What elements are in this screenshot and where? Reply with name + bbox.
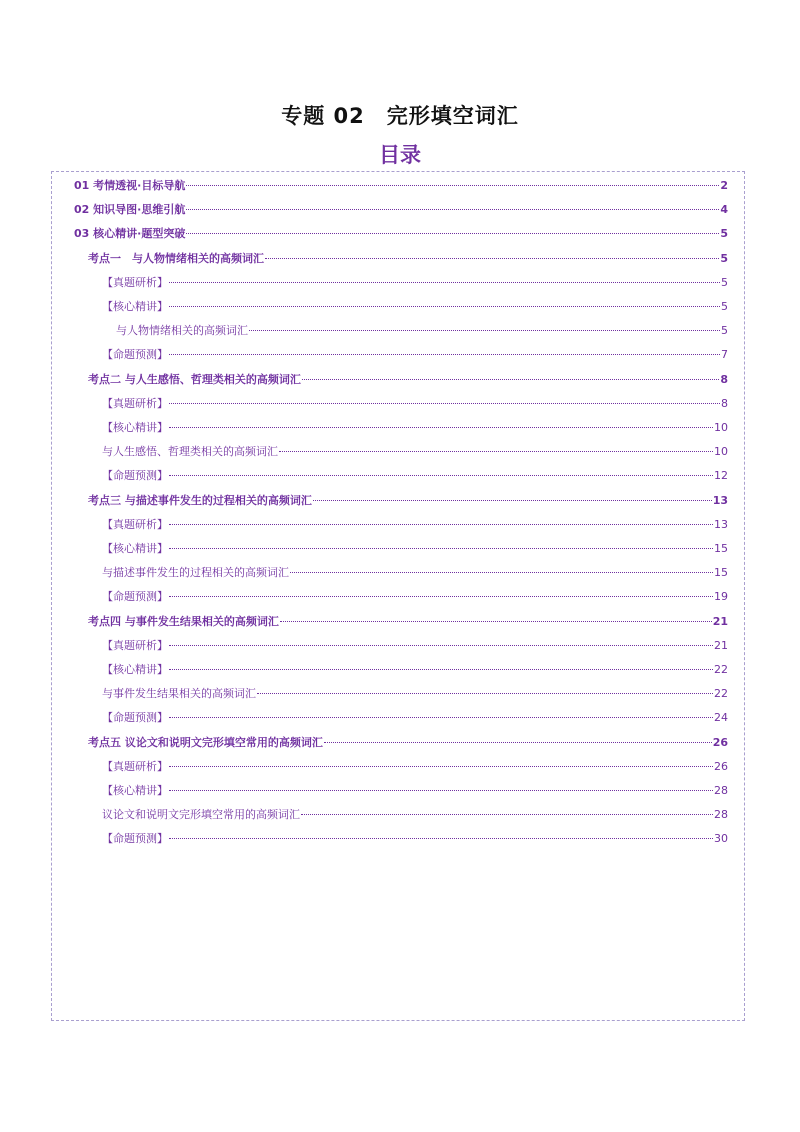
toc-entry[interactable] <box>74 225 728 243</box>
toc-entry-label: 【真题研析】 <box>102 517 168 531</box>
toc-entry-label: 考点三 与描述事件发生的过程相关的高频词汇 <box>88 493 312 507</box>
toc-dot-leader <box>290 572 713 573</box>
toc-dot-leader <box>169 717 713 718</box>
toc-entry[interactable] <box>102 830 728 848</box>
toc-entry-label: 考点四 与事件发生结果相关的高频词汇 <box>88 614 279 628</box>
toc-entry-label: 【命题预测】 <box>102 832 168 846</box>
toc-entry[interactable] <box>102 467 728 485</box>
toc-dot-leader <box>301 814 713 815</box>
toc-entry-label: 【核心精讲】 <box>102 421 168 434</box>
toc-dot-leader <box>186 185 719 186</box>
toc-entry[interactable] <box>88 613 728 631</box>
toc-entry-page: 5 <box>721 275 728 289</box>
toc-entry[interactable] <box>102 419 728 437</box>
toc-dot-leader <box>324 742 712 743</box>
toc-dot-leader <box>257 693 713 694</box>
toc-dot-leader <box>280 621 712 622</box>
toc-dot-leader <box>169 645 713 646</box>
toc-dot-leader <box>169 766 713 767</box>
toc-entry-label: 与人生感悟、哲理类相关的高频词汇 <box>102 445 278 459</box>
toc-entry-label: 【命题预测】 <box>102 711 168 725</box>
toc-entry[interactable] <box>102 782 728 800</box>
toc-entry[interactable] <box>102 443 728 461</box>
toc-entry-page: 8 <box>721 396 728 410</box>
toc-entry-page: 7 <box>721 348 728 362</box>
toc-entry[interactable] <box>102 346 728 364</box>
toc-entry-page: 13 <box>712 493 728 507</box>
toc-entry-page: 5 <box>721 324 728 338</box>
toc-entry-label: 01 考情透视·目标导航 <box>74 179 186 192</box>
toc-entry-page: 24 <box>714 711 728 725</box>
toc-entry[interactable] <box>116 322 728 340</box>
toc-entry-page: 10 <box>714 421 728 434</box>
toc-dot-leader <box>186 209 719 210</box>
toc-dot-leader <box>169 427 713 428</box>
toc-entry-label: 【核心精讲】 <box>102 542 168 555</box>
toc-entry-label: 03 核心精讲·题型突破 <box>74 227 186 241</box>
toc-box <box>51 171 745 1021</box>
toc-entry[interactable] <box>102 395 728 413</box>
toc-entry-label: 【命题预测】 <box>102 469 168 483</box>
toc-entry[interactable] <box>102 540 728 558</box>
toc-entry-page: 26 <box>714 759 728 773</box>
toc-entry-page: 22 <box>714 663 728 676</box>
toc-entry-page: 28 <box>714 784 728 797</box>
toc-entry-label: 【核心精讲】 <box>102 663 168 676</box>
toc-entry-page: 30 <box>714 832 728 846</box>
toc-entry-label: 02 知识导图·思维引航 <box>74 203 186 217</box>
toc-entry[interactable] <box>88 250 728 268</box>
toc-dot-leader <box>169 282 720 283</box>
toc-entry-page: 13 <box>714 517 728 531</box>
toc-entry-page: 5 <box>721 300 728 313</box>
toc-entry-label: 考点一 与人物情绪相关的高频词汇 <box>88 251 264 265</box>
toc-entry[interactable] <box>102 685 728 703</box>
toc-entry[interactable] <box>102 564 728 582</box>
toc-entry[interactable] <box>102 758 728 776</box>
toc-dot-leader <box>169 524 713 525</box>
toc-heading: 目录 <box>379 143 421 167</box>
toc-dot-leader <box>169 669 713 670</box>
toc-entry[interactable] <box>102 274 728 292</box>
toc-entry[interactable] <box>88 371 728 389</box>
toc-entry-page: 15 <box>714 566 728 580</box>
page-title: 专题 02 完形填空词汇 <box>281 104 519 128</box>
toc-entry-page: 8 <box>720 372 728 386</box>
toc-entry-page: 21 <box>712 614 728 628</box>
toc-entry-page: 12 <box>714 469 728 483</box>
toc-dot-leader <box>265 258 719 259</box>
toc-entry-page: 5 <box>720 227 728 241</box>
toc-entry[interactable] <box>102 806 728 824</box>
toc-entry[interactable] <box>88 492 728 510</box>
toc-entry[interactable] <box>102 516 728 534</box>
toc-dot-leader <box>186 233 719 234</box>
toc-entry-page: 4 <box>720 203 728 217</box>
toc-entry-page: 22 <box>714 687 728 701</box>
toc-dot-leader <box>169 354 720 355</box>
toc-entry[interactable] <box>74 201 728 219</box>
toc-entry-label: 【真题研析】 <box>102 275 168 289</box>
toc-entry[interactable] <box>102 637 728 655</box>
toc-entry-label: 【命题预测】 <box>102 590 168 604</box>
toc-entry-label: 与事件发生结果相关的高频词汇 <box>102 687 256 701</box>
toc-entry[interactable] <box>74 177 728 195</box>
toc-dot-leader <box>313 500 712 501</box>
toc-entry-page: 5 <box>720 251 728 265</box>
toc-entry-page: 26 <box>712 735 728 749</box>
toc-entry-page: 21 <box>714 638 728 652</box>
toc-entry-page: 15 <box>714 542 728 555</box>
toc-entry-page: 28 <box>714 808 728 822</box>
toc-dot-leader <box>169 306 720 307</box>
toc-entry[interactable] <box>102 709 728 727</box>
toc-entry[interactable] <box>102 588 728 606</box>
toc-entry-label: 【真题研析】 <box>102 759 168 773</box>
toc-dot-leader <box>249 330 720 331</box>
toc-dot-leader <box>279 451 713 452</box>
toc-entry[interactable] <box>102 661 728 679</box>
toc-entry-page: 10 <box>714 445 728 459</box>
toc-dot-leader <box>302 379 720 380</box>
toc-entry-label: 【命题预测】 <box>102 348 168 362</box>
toc-entry[interactable] <box>88 734 728 752</box>
toc-dot-leader <box>169 838 713 839</box>
toc-entry-label: 【核心精讲】 <box>102 300 168 313</box>
toc-dot-leader <box>169 548 713 549</box>
toc-dot-leader <box>169 596 713 597</box>
toc-entry-label: 【真题研析】 <box>102 638 168 652</box>
toc-entry-page: 2 <box>720 179 728 192</box>
toc-entry[interactable] <box>102 298 728 316</box>
toc-entry-page: 19 <box>714 590 728 604</box>
toc-dot-leader <box>169 475 713 476</box>
toc-entry-label: 【核心精讲】 <box>102 784 168 797</box>
toc-entry-label: 【真题研析】 <box>102 396 168 410</box>
toc-entry-label: 与人物情绪相关的高频词汇 <box>116 324 248 338</box>
toc-dot-leader <box>169 403 720 404</box>
toc-entry-label: 考点二 与人生感悟、哲理类相关的高频词汇 <box>88 372 301 386</box>
toc-entry-label: 考点五 议论文和说明文完形填空常用的高频词汇 <box>88 735 323 749</box>
toc-entry-label: 议论文和说明文完形填空常用的高频词汇 <box>102 808 300 822</box>
toc-dot-leader <box>169 790 713 791</box>
toc-entry-label: 与描述事件发生的过程相关的高频词汇 <box>102 566 289 580</box>
